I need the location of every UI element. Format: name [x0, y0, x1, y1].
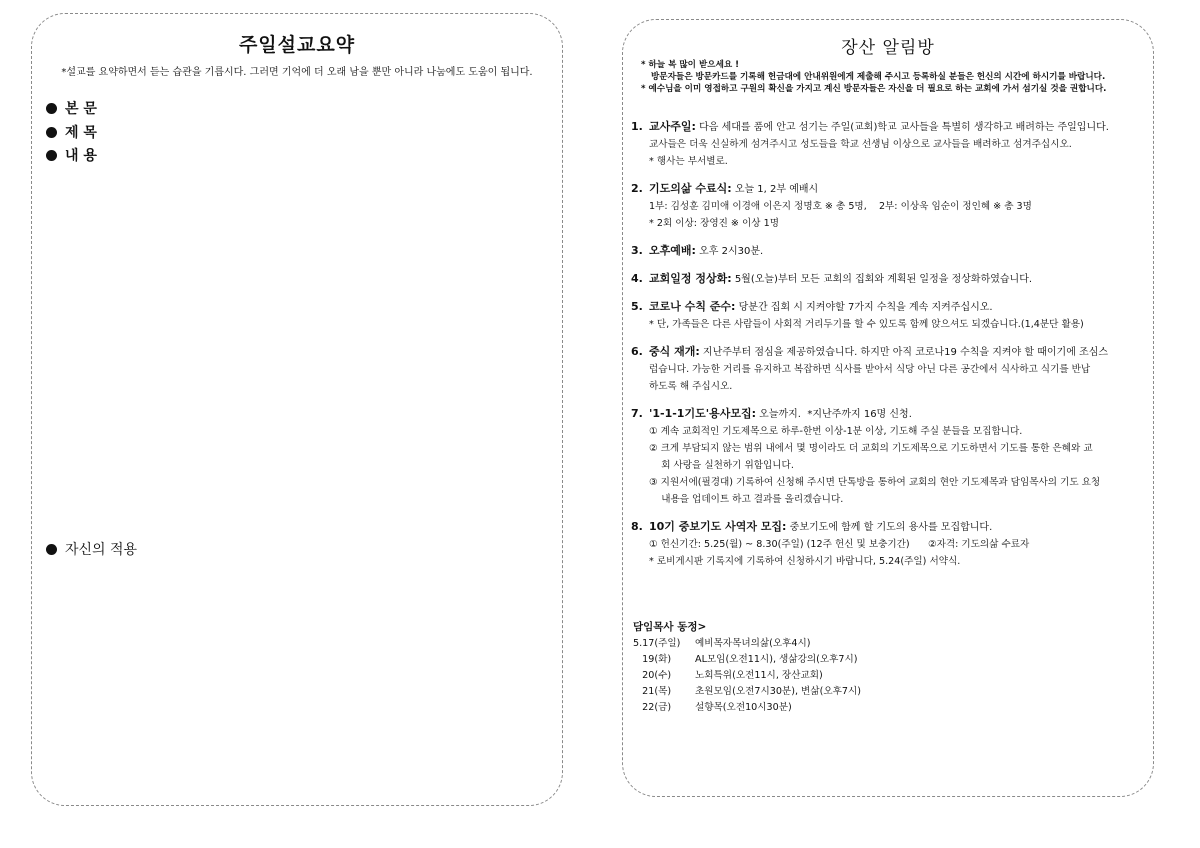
item-subline: * 행사는 부서별로. — [649, 156, 728, 167]
sermon-summary-title: 주일설교요약 — [238, 34, 356, 56]
item-number: 7. — [631, 407, 643, 420]
item-subline: 회 사랑을 실천하기 위함입니다. — [649, 460, 794, 471]
schedule-date: 20(수) — [633, 670, 672, 681]
item-subline: 하도록 해 주십시오. — [649, 381, 733, 392]
announcement-item — [631, 298, 1143, 333]
notice-line: 방문자들은 방문카드를 기록해 헌금대에 안내위원에게 제출해 주시고 등록하실 분들은 헌신의 시간에 하시기를 바랍니다. — [651, 72, 1106, 82]
sermon-summary-panel — [31, 13, 563, 806]
item-subline: ③ 지원서에(필경대) 기록하여 신청해 주시면 단톡방을 통하여 교회의 현안 기도제목과 담임목사의 기도 요청 — [649, 477, 1101, 488]
item-subline: * 2회 이상: 장영진 ※ 이상 1명 — [649, 218, 779, 229]
item-text: 당분간 집회 시 지켜야할 7가지 수칙을 계속 지켜주십시오. — [738, 302, 993, 313]
item-subline: 내용을 업데이트 하고 결과를 올리겠습니다. — [649, 494, 844, 505]
item-subline: ① 계속 교회적인 기도제목으로 하루-한번 이상-1분 이상, 기도해 주실 분들을 모집합니다. — [649, 426, 1023, 437]
item-number: 3. — [631, 244, 643, 257]
schedule-date: 21(목) — [633, 686, 672, 697]
item-subline: * 단, 가족들은 다른 사람들이 사회적 거리두기를 할 수 있도록 함께 앉으셔도 되겠습니다.(1,4분단 활용) — [649, 319, 1084, 330]
item-text: 오늘 1, 2부 예배시 — [734, 184, 819, 195]
schedule-date: 19(화) — [633, 654, 672, 665]
announcement-list — [631, 118, 1143, 580]
announcement-item — [631, 118, 1143, 170]
item-number: 4. — [631, 272, 643, 285]
schedule-row — [633, 652, 1133, 668]
schedule-date: 22(금) — [633, 702, 672, 713]
item-number: 1. — [631, 120, 643, 133]
item-text: 중보기도에 함께 할 기도의 용사를 모집합니다. — [789, 522, 993, 533]
item-text: 다음 세대를 품에 안고 섬기는 주일(교회)학교 교사들을 특별히 생각하고 배려하는 주일입니다. — [699, 122, 1109, 133]
item-subline: 교사들은 더욱 신실하게 섬겨주시고 성도들을 학교 선생님 이상으로 교사들을 배려하고 섬겨주십시오. — [649, 139, 1072, 150]
item-text: 지난주부터 점심을 제공하였습니다. 하지만 아직 코로나19 수칙을 지켜야 할 때이기에 조심스 — [702, 347, 1109, 358]
announcement-item — [631, 405, 1143, 508]
item-heading: 오후예배: — [649, 244, 696, 257]
schedule-row — [633, 684, 1133, 700]
pastor-schedule — [633, 619, 1133, 716]
announcements-title: 장산 알림방 — [841, 38, 935, 58]
item-subline: * 로비게시판 기록지에 기록하여 신청하시기 바랍니다, 5.24(주일) 서약식. — [649, 556, 961, 567]
schedule-desc: 초원모임(오전7시30분), 변삶(오후7시) — [695, 686, 861, 697]
bullet-dot-icon — [46, 103, 57, 114]
item-text: 오후 2시30분. — [699, 246, 764, 257]
item-number: 6. — [631, 345, 643, 358]
schedule-date: 5.17(주일) — [633, 638, 681, 649]
item-heading: 코로나 수칙 준수: — [649, 300, 736, 313]
announcement-item — [631, 180, 1143, 232]
announcements-panel — [622, 19, 1154, 797]
bullet-label: 본 문 — [65, 101, 97, 117]
notice-line: * 예수님을 이미 영접하고 구원의 확신을 가지고 계신 방문자들은 자신을 더 필요로 하는 교회에 가서 섬기실 것을 권합니다. — [641, 84, 1107, 94]
item-subline: 럽습니다. 가능한 거리를 유지하고 복잡하면 식사를 받아서 식당 아닌 다른 공간에서 식사하고 식기를 반납 — [649, 364, 1091, 375]
bullet-application — [46, 539, 137, 559]
sermon-summary-note: *설교를 요약하면서 듣는 습관을 기릅시다. 그러면 기억에 더 오래 남을 뿐만 아니라 나눔에도 도움이 됩니다. — [61, 67, 533, 78]
schedule-desc: 노회특위(오전11시, 장산교회) — [695, 670, 823, 681]
announcement-item — [631, 242, 1143, 260]
item-number: 2. — [631, 182, 643, 195]
schedule-desc: 설향목(오전10시30분) — [695, 702, 792, 713]
schedule-row — [633, 636, 1133, 652]
bullet-content — [46, 145, 97, 165]
bullet-subject — [46, 122, 97, 142]
schedule-desc: AL모임(오전11시), 생삶강의(오후7시) — [695, 654, 858, 665]
item-heading: 교사주일: — [649, 120, 696, 133]
bullet-label: 자신의 적용 — [65, 542, 138, 558]
visitor-notice — [641, 59, 1141, 95]
item-heading: 교회일정 정상화: — [649, 272, 732, 285]
item-number: 8. — [631, 520, 643, 533]
schedule-row — [633, 668, 1133, 684]
item-text: 오늘까지. *지난주까지 16명 신청. — [759, 409, 912, 420]
item-subline: ① 헌신기간: 5.25(월) ~ 8.30(주일) (12주 헌신 및 보충기간) ②자격: 기도의삶 수료자 — [649, 539, 1030, 550]
schedule-desc: 예비목자목녀의삶(오후4시) — [695, 638, 811, 649]
item-subline: ② 크게 부담되지 않는 범위 내에서 몇 명이라도 더 교회의 기도제목으로 기도하면서 기도를 통한 은혜와 교 — [649, 443, 1093, 454]
item-subline: 1부: 김성훈 김미애 이경애 이은지 정명호 ※ 총 5명, 2부: 이상욱 임순이 정인혜 ※ 총 3명 — [649, 201, 1032, 212]
item-heading: 기도의삶 수료식: — [649, 182, 732, 195]
bullet-label: 내 용 — [65, 148, 97, 164]
pastor-schedule-title: 담임목사 동정> — [633, 621, 707, 633]
notice-line: * 하늘 복 많이 받으세요 ! — [641, 60, 740, 70]
item-heading: 10기 중보기도 사역자 모집: — [649, 520, 787, 533]
bullet-dot-icon — [46, 150, 57, 161]
bullet-dot-icon — [46, 544, 57, 555]
bullet-dot-icon — [46, 127, 57, 138]
item-text: 5월(오늘)부터 모든 교회의 집회와 계획된 일정을 정상화하였습니다. — [734, 274, 1033, 285]
bullet-label: 제 목 — [65, 125, 97, 141]
announcement-item — [631, 518, 1143, 570]
announcement-item — [631, 343, 1143, 395]
schedule-row — [633, 700, 1133, 716]
item-heading: 중식 재개: — [649, 345, 700, 358]
announcement-item — [631, 270, 1143, 288]
item-number: 5. — [631, 300, 643, 313]
item-heading: '1-1-1기도'용사모집: — [649, 407, 756, 420]
bullet-scripture — [46, 98, 97, 118]
